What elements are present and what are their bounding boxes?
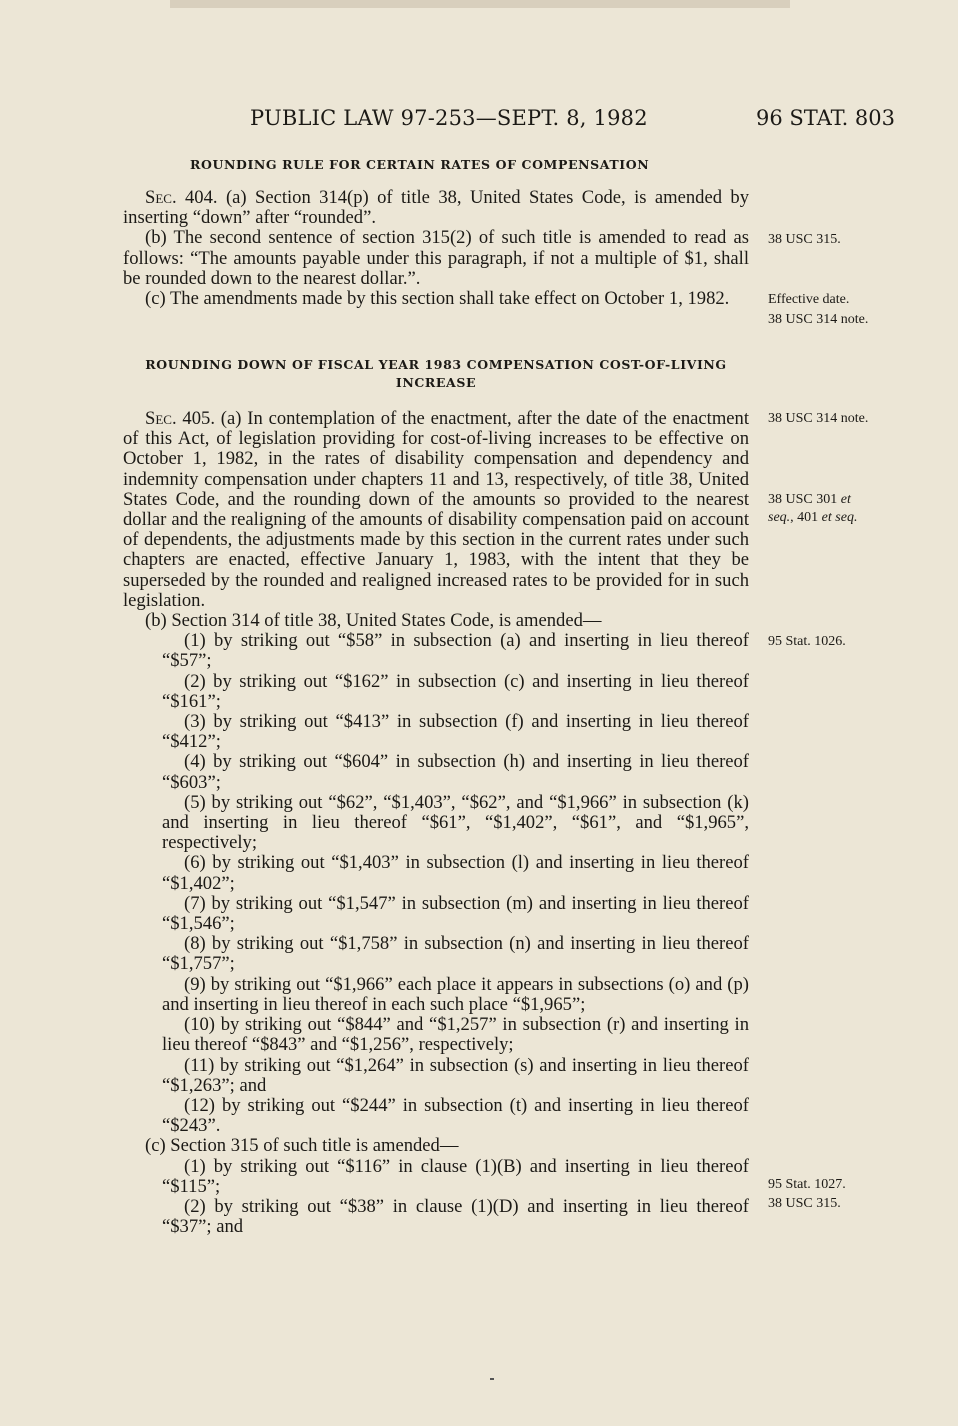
running-head: PUBLIC LAW 97-253—SEPT. 8, 1982	[250, 106, 648, 130]
list-item: (11) by striking out “$1,264” in subsection (s) and inserting in lieu thereof “$1,263”; and	[162, 1054, 749, 1096]
margin-note-seq	[768, 508, 857, 528]
margin-note-38usc314-note-2: 38 USC 314 note.	[768, 411, 869, 426]
note-italic: et seq.	[821, 510, 858, 525]
scan-shadow	[170, 0, 790, 8]
list-item: (1) by striking out “$116” in clause (1)(B) and inserting in lieu thereof “$115”;	[162, 1155, 749, 1197]
margin-note-38usc314-note: 38 USC 314 note.	[768, 312, 869, 327]
sec404-heading: ROUNDING RULE FOR CERTAIN RATES OF COMPENSATION	[190, 157, 650, 172]
sec404-body	[123, 188, 749, 309]
sec405-a-text: 405. (a) In contemplation of the enactment, after the date of the enactment of this Act, of legislation providing for cost-of-living increases to be effective on October 1, 1982, in the rates of disability compensation and dependency and indemnity compensation under chapters 11 and 13, respectively, of title 38, United States Code, and the rounding down of the amounts so provided to the nearest dollar and the realigning of the amounts of disability compensation paid on account of dependents, the adjustments made by this section in the current rates under such chapters are enacted, effective January 1, 1983, with the intent that they be superseded by the rounded and realigned increased rates to be provided for in such legislation.	[123, 408, 749, 611]
list-item: (10) by striking out “$844” and “$1,257” in subsection (r) and inserting in lieu thereof “$843” and “$1,256”, respectively;	[162, 1014, 749, 1056]
scan-speck	[490, 1378, 494, 1380]
list-item: (5) by striking out “$62”, “$1,403”, “$62”, and “$1,966” in subsection (k) and inserting in lieu thereof “$61”, “$1,402”, “$61”, and “$1,965”, respectively;	[162, 791, 749, 854]
sec405-heading-line2: INCREASE	[395, 375, 477, 390]
sec404-a	[123, 188, 749, 228]
list-item: (1) by striking out “$58” in subsection (a) and inserting in lieu thereof “$57”;	[162, 630, 749, 672]
note-italic: et	[840, 492, 851, 507]
list-item: (8) by striking out “$1,758” in subsection (n) and inserting in lieu thereof “$1,757”;	[162, 933, 749, 975]
note-text: 38 USC 301	[768, 492, 841, 507]
list-item: (9) by striking out “$1,966” each place it appears in subsections (o) and (p) and inserting in lieu thereof in each such place “$1,965”;	[162, 973, 749, 1015]
sec405-heading	[123, 356, 749, 392]
sec405-body	[123, 409, 749, 1237]
sec405-c-intro: (c) Section 315 of such title is amended—	[145, 1135, 459, 1157]
sec405-b-intro: (b) Section 314 of title 38, United States Code, is amended—	[145, 610, 602, 632]
sec405-heading-line1: ROUNDING DOWN OF FISCAL YEAR 1983 COMPENSATION COST-OF-LIVING	[145, 357, 727, 372]
list-item: (4) by striking out “$604” in subsection (h) and inserting in lieu thereof “$603”;	[162, 751, 749, 793]
list-item: (2) by striking out “$162” in subsection (c) and inserting in lieu thereof “$161”;	[162, 670, 749, 712]
section-label: Sec.	[145, 408, 177, 429]
list-item: (2) by striking out “$38” in clause (1)(D) and inserting in lieu thereof “$37”; and	[162, 1195, 749, 1238]
list-item: (7) by striking out “$1,547” in subsection (m) and inserting in lieu thereof “$1,546”;	[162, 892, 749, 935]
margin-note-38usc315: 38 USC 315.	[768, 232, 841, 247]
margin-note-effective-date: Effective date.	[768, 292, 850, 307]
margin-note-38usc301	[768, 490, 851, 510]
list-item: (6) by striking out “$1,403” in subsection (l) and inserting in lieu thereof “$1,402”;	[162, 852, 749, 894]
section-label: Sec.	[145, 187, 177, 208]
sec405-a	[123, 409, 749, 611]
stat-page-number: 96 STAT. 803	[756, 106, 896, 130]
margin-note-95stat1027: 95 Stat. 1027.	[768, 1177, 846, 1192]
list-item: (12) by striking out “$244” in subsection (t) and inserting in lieu thereof “$243”.	[162, 1094, 749, 1137]
sec404-b: (b) The second sentence of section 315(2) of such title is amended to read as follows: “The amounts payable under this paragraph, if not a multiple of $1, shall be rounded down to the nearest dollar.”.	[123, 227, 749, 289]
sec404-a-text: 404. (a) Section 314(p) of title 38, United States Code, is amended by inserting “down” after “rounded”.	[123, 187, 749, 229]
list-item: (3) by striking out “$413” in subsection (f) and inserting in lieu thereof “$412”;	[162, 711, 749, 753]
note-text: , 401	[790, 510, 822, 525]
margin-note-95stat1026: 95 Stat. 1026.	[768, 634, 846, 649]
sec404-c: (c) The amendments made by this section shall take effect on October 1, 1982.	[145, 288, 730, 310]
margin-note-38usc315-2: 38 USC 315.	[768, 1196, 841, 1211]
note-italic: seq.	[768, 510, 791, 525]
